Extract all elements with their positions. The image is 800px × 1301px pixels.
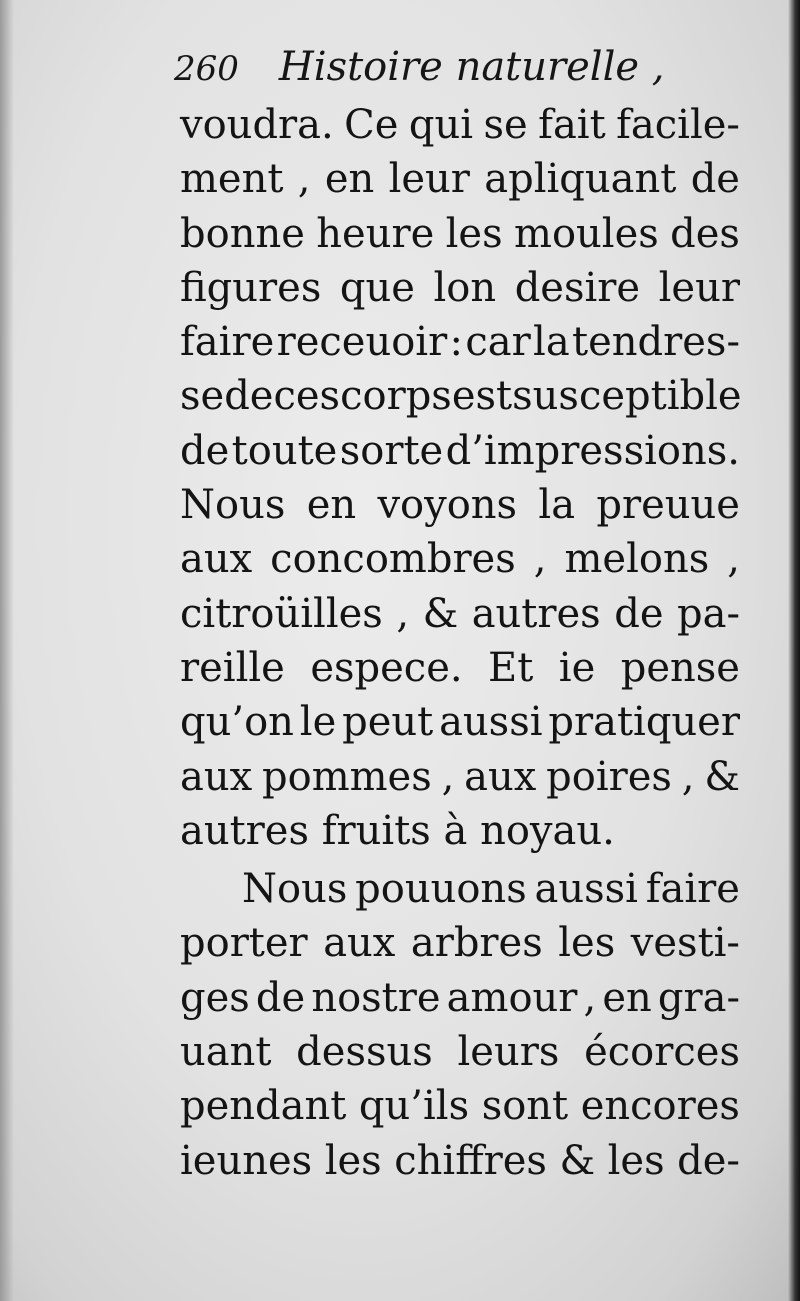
text-line: qu’on le peut aussi pratiquer bbox=[180, 699, 740, 746]
text-line: reille espece. Et ie pense bbox=[180, 644, 740, 691]
text-line: uant dessus leurs écorces bbox=[180, 1029, 740, 1076]
text-line: autres fruits à noyau. bbox=[180, 807, 615, 854]
text-line: porter aux arbres les vesti- bbox=[180, 920, 740, 967]
text-line: ges de nostre amour , en gra- bbox=[180, 974, 740, 1021]
text-line: ieunes les chiffres & les de- bbox=[180, 1137, 740, 1184]
text-line: figures que lon desire leur bbox=[180, 264, 740, 311]
text-line: bonne heure les moules des bbox=[180, 210, 740, 257]
text-line: de toute sorte d’impressions. bbox=[180, 427, 740, 474]
text-line: faire receuoir : car la tendres- bbox=[180, 319, 740, 366]
text-line: Nous en voyons la preuue bbox=[180, 482, 740, 529]
body-text bbox=[180, 98, 740, 1188]
paragraph-2 bbox=[180, 862, 740, 1188]
text-line: se de ces corps est susceptible bbox=[180, 373, 742, 420]
running-head: Histoire naturelle , bbox=[278, 44, 665, 90]
page-number: 260 bbox=[174, 49, 239, 89]
page-header bbox=[174, 44, 665, 94]
text-line: Nous pouuons aussi faire bbox=[242, 866, 740, 913]
text-line: citroüilles , & autres de pa- bbox=[180, 590, 740, 637]
text-line: aux pommes , aux poires , & bbox=[180, 753, 740, 800]
text-line: ment , en leur apliquant de bbox=[180, 156, 740, 203]
text-line: aux concombres , melons , bbox=[180, 536, 740, 583]
text-line: pendant qu’ils sont encores bbox=[180, 1083, 740, 1130]
text-line: voudra. Ce qui se fait facile- bbox=[180, 102, 740, 148]
paragraph-1 bbox=[180, 98, 740, 858]
